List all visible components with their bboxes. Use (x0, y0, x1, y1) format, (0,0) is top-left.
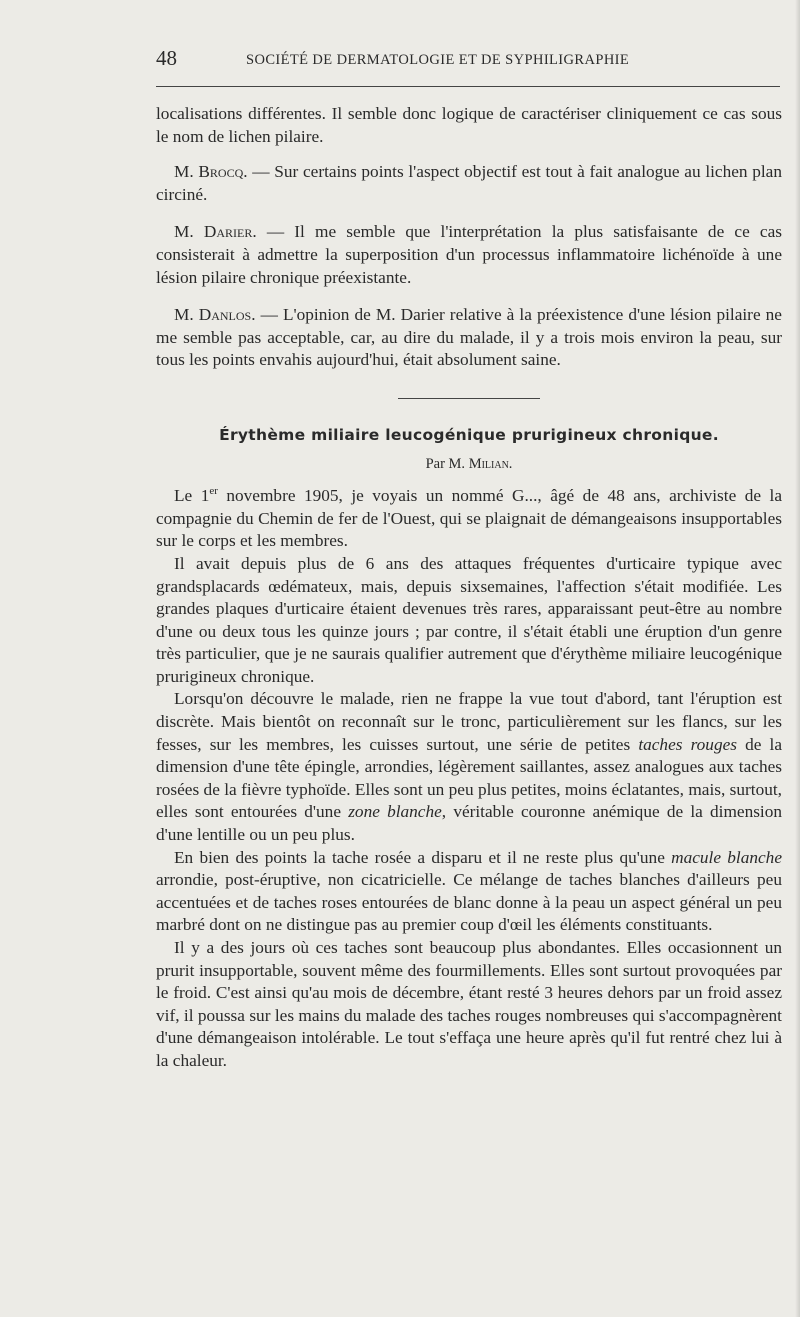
page-number: 48 (156, 46, 177, 70)
body-text (156, 103, 782, 1073)
article-paragraph: Il avait depuis plus de 6 ans des attaques fréquentes d'urticaire typique avec grandsplacards œdémateux, mais, depuis sixsemaines, l'affection s'était modifiée. Les grandes plaques d'urticaire étaient devenues très rares, apparaissant peut-être au nombre d'une ou deux tous les quinze jours ; par contre, il s'était établi une éruption d'un genre très particulier, que je ne saurais qualifier autrement que d'érythème miliaire leucogénique prurigineux chronique. (156, 553, 782, 686)
running-title: SOCIÉTÉ DE DERMATOLOGIE ET DE SYPHILIGRAPHIE (246, 52, 630, 68)
article-paragraph: Le 1er novembre 1905, je voyais un nommé G..., âgé de 48 ans, archiviste de la compagnie du Chemin de fer de l'Ouest, qui se plaignait de démangeaisons insupportables sur le corps et les membres. (156, 485, 783, 551)
header-rule (156, 86, 780, 87)
discussion-danlos: M. Danlos. — L'opinion de M. Darier relative à la préexistence d'une lésion pilaire ne me semble pas acceptable, car, au dire du malade, il y a trois mois environ la peau, sur tous les points envahis aujourd'hui, était absolument saine. (156, 305, 782, 370)
article-byline: Par M. Milian. (425, 455, 513, 472)
article-paragraph: Lorsqu'on découvre le malade, rien ne frappe la vue tout d'abord, tant l'éruption est discrète. Mais bientôt on reconnaît sur le tronc, particulièrement sur les flancs, sur les fesses, sur les membres, les cuisses surtout, une série de petites taches rouges de la dimension d'une tête épingle, arrondies, légèrement saillantes, assez analogues aux taches rosées de la fièvre typhoïde. Elles sont un peu plus petites, moins éclatantes, mais, surtout, elles sont entourées d'une zone blanche, véritable couronne anémique de la dimension d'une lentille ou un peu plus. (156, 689, 783, 845)
section-separator (398, 398, 540, 399)
speaker-name: Danlos (198, 305, 252, 325)
article-title: Érythème miliaire leucogénique prurigineux chronique. (219, 425, 719, 444)
author-name: Milian (468, 455, 509, 472)
page-header (156, 46, 780, 76)
discussion-brocq: M. Brocq. — Sur certains points l'aspect objectif est tout à fait analogue au lichen plan circiné. (156, 162, 782, 204)
continuation-paragraph: localisations différentes. Il semble donc logique de caractériser cliniquement ce cas sous le nom de lichen pilaire. (156, 104, 782, 146)
article-paragraph: En bien des points la tache rosée a disparu et il ne reste plus qu'une macule blanche arrondie, post-éruptive, non cicatricielle. Ce mélange de taches blanches d'ailleurs peu accentuées et de taches roses entourées de blanc donne à la peau un aspect général un peu marbré dont on ne distingue pas au premier coup d'œil les éléments constituants. (156, 847, 782, 935)
page-edge-shadow (795, 0, 800, 1317)
speaker-name: Darier (203, 222, 253, 242)
discussion-darier: M. Darier. — Il me semble que l'interprétation la plus satisfaisante de ce cas consisterait à admettre la superposition d'un processus inflammatoire lichénoïde à une lésion pilaire chronique préexistante. (156, 222, 782, 287)
speaker-name: Brocq (198, 162, 244, 182)
article-paragraph: Il y a des jours où ces taches sont beaucoup plus abondantes. Elles occasionnent un prurit insupportable, souvent même des fourmillements. Elles sont surtout provoquées par le froid. C'est ainsi qu'au mois de décembre, étant resté 3 heures dehors par un froid assez vif, il poussa sur les mains du malade des taches rouges nombreuses qui s'accompagnèrent d'une démangeaison intolérable. Le tout s'effaça une heure après qu'il fut rentré chez lui à la chaleur. (156, 938, 782, 1070)
